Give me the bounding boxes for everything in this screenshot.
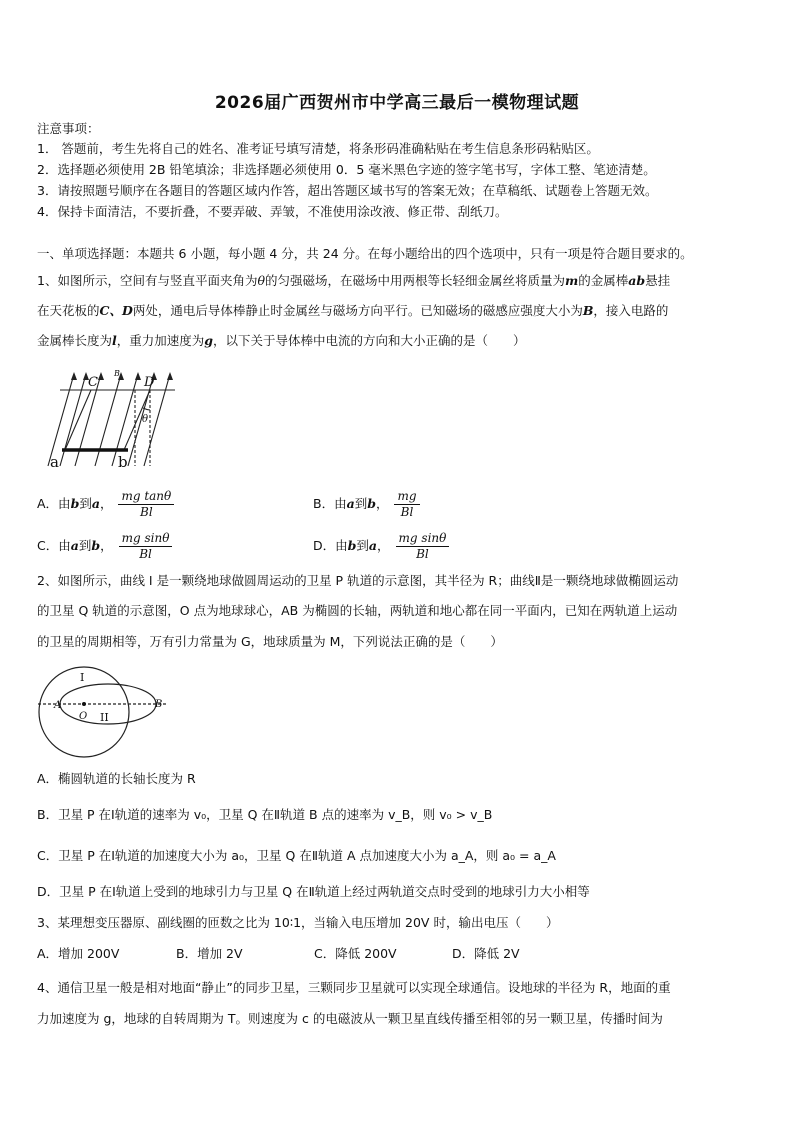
q2-figure — [38, 662, 168, 762]
q1-text: 悬挂 — [645, 273, 671, 288]
q1-option-b-den: Bl — [400, 505, 414, 519]
q2-fig-label-I: I — [80, 671, 85, 684]
q1-option-b-from: a — [346, 496, 355, 511]
q2-fig-label-B: B — [155, 699, 163, 710]
q2-option-d[interactable]: D．卫星 P 在Ⅰ轨道上受到的地球引力与卫星 Q 在Ⅱ轨道上经过两轨道交点时受到的地球引力大小相等 — [37, 884, 590, 899]
q1-text: ，接入电路的 — [593, 303, 669, 318]
q1-option-c-to: b — [91, 538, 101, 553]
q3-option-b[interactable]: B．增加 2V — [176, 946, 243, 961]
q1-fig-label-B: B — [114, 369, 120, 378]
q1-length: l — [112, 333, 117, 348]
q1-option-b-mid: 到 — [354, 496, 368, 511]
q1-option-c-num: mg sinθ — [119, 531, 173, 547]
q1-option-c[interactable]: C．由a到b， $\frac{\text{mg sinθ}}{Bl}$ — [37, 531, 172, 562]
q3-option-d[interactable]: D．降低 2V — [452, 946, 520, 961]
q2-option-c[interactable]: C．卫星 P 在Ⅰ轨道的加速度大小为 a₀，卫星 Q 在Ⅱ轨道 A 点加速度大小为 a_A，则 a₀ = a_A — [37, 848, 556, 863]
q1-option-a-den: Bl — [140, 505, 153, 519]
page-title: 2026届广西贺州市中学高三最后一模物理试题 — [214, 93, 580, 113]
q1-stem-line2 — [37, 302, 668, 320]
notice-item-4: 4．保持卡面清洁，不要折叠，不要弄破、弄皱，不准使用涂改液、修正带、刮纸刀。 — [37, 204, 508, 219]
q1-option-d-mid: 到 — [356, 538, 369, 553]
q2-stem-line1: 2、如图所示，曲线 I 是一颗绕地球做圆周运动的卫星 P 轨道的示意图，其半径为 R；曲线Ⅱ是一颗绕地球做椭圆运动 — [37, 573, 679, 588]
q1-option-c-from: a — [70, 538, 79, 553]
q1-text: 的金属棒 — [578, 273, 629, 288]
notice-item-3: 3．请按照题号顺序在各题目的答题区域内作答，超出答题区域书写的答案无效；在草稿纸、试题卷上答题无效。 — [37, 183, 658, 198]
q1-option-d-num: mg sinθ — [396, 531, 450, 547]
q1-option-a-to: a — [91, 496, 100, 511]
q1-field: B — [582, 303, 594, 318]
notice-item-2: 2．选择题必须使用 2B 铅笔填涂；非选择题必须使用 0．5 毫米黑色字迹的签字笔书写，字体工整、笔迹清楚。 — [37, 162, 656, 177]
q1-option-a-mid: 到 — [79, 496, 92, 511]
q1-text: 的匀强磁场，在磁场中用两根等长轻细金属丝将质量为 — [265, 273, 566, 288]
q1-fig-label-b: b — [118, 453, 128, 471]
q2-fig-label-A: A — [54, 700, 62, 711]
q1-option-d-to: a — [368, 538, 378, 553]
q3-option-a[interactable]: A．增加 200V — [37, 946, 120, 961]
q1-option-d-from: b — [347, 538, 357, 553]
q1-mass: m — [565, 273, 579, 288]
q1-option-c-fraction — [119, 531, 173, 562]
q1-points: C、D — [99, 303, 133, 318]
q2-stem-line3: 的卫星的周期相等，万有引力常量为 G，地球质量为 M，下列说法正确的是（ ） — [37, 634, 503, 649]
q1-gravity: g — [204, 333, 214, 348]
q1-fig-label-c: C — [88, 375, 98, 390]
notice-item-1: 1． 答题前，考生先将自己的姓名、准考证号填写清楚，将条形码准确粘贴在考生信息条形码粘贴区。 — [37, 141, 599, 156]
q1-option-c-den: Bl — [139, 547, 152, 561]
q1-text: ，重力加速度为 — [116, 333, 205, 348]
q1-text: ，以下关于导体棒中电流的方向和大小正确的是（ ） — [213, 333, 526, 348]
q1-text: 两处，通电后导体棒静止时金属丝与磁场方向平行。已知磁场的磁感应强度大小为 — [132, 303, 583, 318]
q1-fig-label-theta: θ — [142, 414, 149, 425]
q1-option-b-fraction — [394, 489, 419, 520]
q1-option-d-fraction — [396, 531, 450, 562]
q2-option-a[interactable]: A．椭圆轨道的长轴长度为 R — [37, 771, 196, 786]
q1-fig-label-a: a — [50, 453, 59, 471]
q1-option-a-num: mg tanθ — [118, 489, 174, 505]
section-heading: 一、单项选择题：本题共 6 小题，每小题 4 分，共 24 分。在每小题给出的四个选项中，只有一项是符合题目要求的。 — [37, 246, 693, 261]
q1-fig-label-D: D — [144, 375, 155, 390]
q1-option-b-to: b — [367, 496, 376, 511]
q1-option-a-prefix: A．由 — [37, 496, 71, 511]
q4-stem-line2: 力加速度为 g，地球的自转周期为 T。则速度为 c 的电磁波从一颗卫星直线传播至相邻的另一颗卫星，传播时间为 — [37, 1011, 663, 1026]
q1-option-a-fraction — [118, 489, 174, 520]
q3-stem: 3、某理想变压器原、副线圈的匝数之比为 10∶1，当输入电压增加 20V 时，输出电压（ ） — [37, 915, 559, 930]
q2-fig-label-O: O — [79, 711, 88, 722]
q1-option-d-den: Bl — [416, 547, 429, 561]
q1-option-c-prefix: C．由 — [37, 538, 71, 553]
q1-rod-name: ab — [628, 273, 646, 288]
q3-option-c[interactable]: C．降低 200V — [314, 946, 397, 961]
q1-stem-line1 — [37, 272, 670, 290]
q1-stem-line3 — [37, 332, 526, 350]
q1-theta: θ — [257, 273, 265, 288]
q1-option-d[interactable]: D．由b到a， $\frac{\text{mg sinθ}}{Bl}$ — [313, 531, 449, 562]
q2-stem-line2: 的卫星 Q 轨道的示意图，O 点为地球球心，AB 为椭圆的长轴，两轨道和地心都在同一平面内，已知在两轨道上运动 — [37, 603, 678, 618]
q1-text: 在天花板的 — [37, 303, 100, 318]
notice-heading: 注意事项： — [37, 121, 100, 136]
q2-option-b[interactable]: B．卫星 P 在Ⅰ轨道的速率为 v₀，卫星 Q 在Ⅱ轨道 B 点的速率为 v_B，则 v₀ > v_B — [37, 807, 493, 822]
q1-option-b-num: mg — [394, 489, 419, 505]
q1-text: 金属棒长度为 — [37, 333, 113, 348]
q4-stem-line1: 4、通信卫星一般是相对地面“静止”的同步卫星，三颗同步卫星就可以实现全球通信。设地球的半径为 R，地面的重 — [37, 980, 671, 995]
q1-text: 1、如图所示，空间有与竖直平面夹角为 — [37, 273, 258, 288]
q1-figure — [40, 366, 185, 472]
q1-option-b[interactable]: B．由a到b， $\frac{mg}{Bl}$ — [313, 489, 420, 520]
q1-option-a-from: b — [70, 496, 80, 511]
q1-option-c-mid: 到 — [78, 538, 92, 553]
q2-fig-label-II: II — [100, 711, 109, 724]
q1-option-a[interactable]: A．由b到a， $\frac{\text{mg tanθ}}{Bl}$ — [37, 489, 174, 520]
q1-option-d-prefix: D．由 — [313, 538, 348, 553]
q1-option-b-prefix: B．由 — [313, 496, 347, 511]
